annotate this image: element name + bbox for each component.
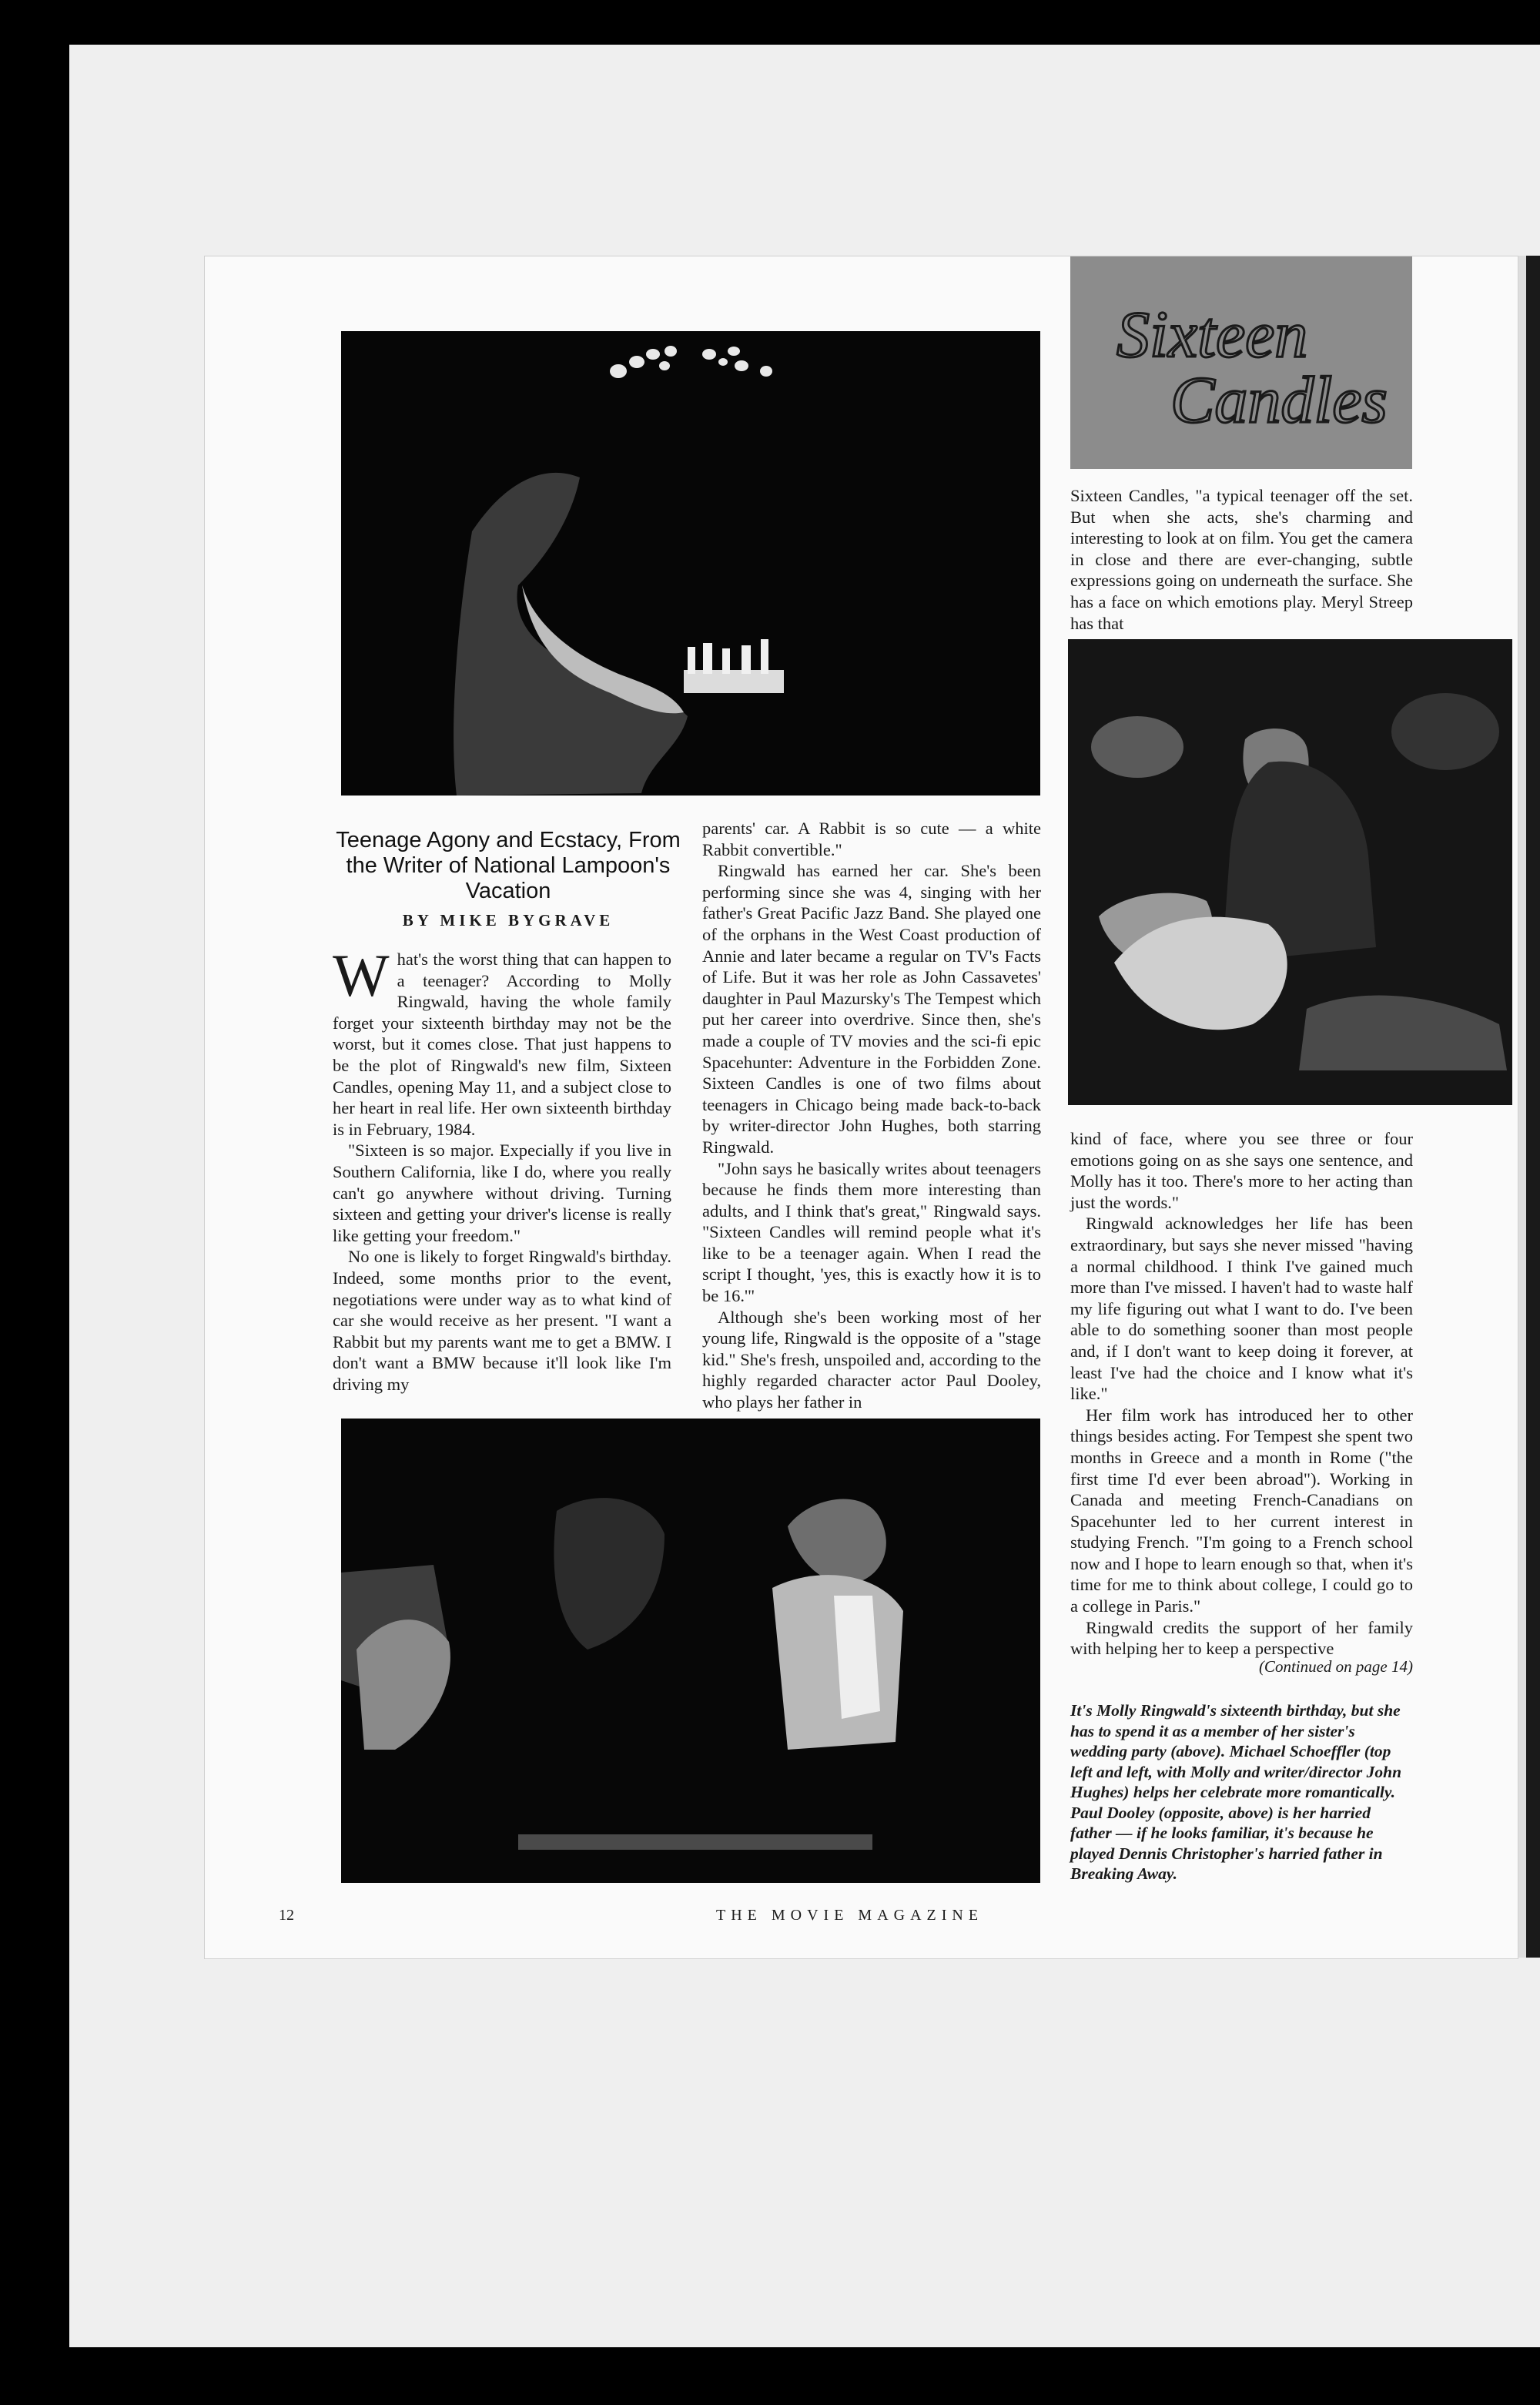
photo-couple-with-cake [1068,639,1512,1105]
headline [331,828,685,904]
logo-text-sixteen: Sixteen [1116,297,1308,371]
paragraph-1-text: hat's the worst thing that can happen to a teenager? According to Molly Ringwald, having the whole family forget your sixteenth birthday may not be the worst, but it comes close. That just happens to be the plot of Ringwald's new film, Sixteen Candles, opening May 11, and a subject close to her heart in real life. Her own sixteenth birthday is in February, 1984. [333,950,671,1139]
logo-text-candles: Candles [1170,363,1388,437]
paragraph-1: parents' car. A Rabbit is so cute — a white Rabbit convertible." [702,819,1041,859]
paragraph-1: kind of face, where you see three or four emotions going on as she says one sentence, and Molly has it too. There's more to her acting than just the words." [1070,1129,1413,1212]
page-number: 12 [279,1907,294,1924]
paragraph-3: No one is likely to forget Ringwald's birthday. Indeed, some months prior to the event, negotiations were under way as to what kind of car she would receive as her present. "I want a Rabbit but my parents want me to get a BMW. I don't want a BMW because it'll look like I'm driving my [333,1247,671,1394]
paragraph-2: Ringwald has earned her car. She's been performing since she was 4, singing with her father's Great Pacific Jazz Band. She played one of the orphans in the West Coast production of Annie and later became a regular on TV's Facts of Life. But it was her role as John Cassavetes' daughter in Paul Mazursky's The Tempest which put her career into overdrive. Since then, she's made a couple of TV movies and the sci-fi epic Spacehunter: Adventure in the Forbidden Zone. Sixteen Candles is one of two films about teenagers in Chicago being made back-to-back by writer-director John Hughes, both starring Ringwald. [702,861,1041,1157]
sixteen-candles-logo [1070,256,1412,469]
paragraph-2: "Sixteen is so major. Expecially if you live in Southern California, like I do, where you really can't go anywhere without driving. Turning sixteen and getting your driver's license is really like getting your freedom." [333,1141,671,1245]
paragraph-2: Ringwald acknowledges her life has been extraordinary, but says she never missed "having a normal childhood. I think I've gained much more than I've missed. I haven't had to waste half my life figuring out what I want to do. I've been able to do something sooner than most people and, if I don't want to keep doing it forever, at least I've had the choice and I know what it's like." [1070,1214,1413,1404]
paragraph-3: "John says he basically writes about teenagers because he finds them more interesting than adults, and I think that's great," Ringwald says. "Sixteen Candles will remind people what it's like to be a teenager again. When I read the script I thought, 'yes, this is exactly how it is to be 16.'" [702,1158,1041,1306]
paragraph-4: Although she's been working most of her young life, Ringwald is the opposite of a "stage kid." She's fresh, unspoiled and, according to the highly regarded character actor Paul Dooley, who plays her father in [702,1307,1041,1412]
binding-shadow [1526,256,1540,1958]
photo-birthday-candles [341,331,1040,796]
continued-note: (Continued on page 14) [1258,1657,1413,1676]
paragraph-3: Her film work has introduced her to other things besides acting. For Tempest she spent two months in Greece and a month in Rome ("the first time I'd ever been abroad"). Working in Canada and meeting French-Canadians on Spacehunter led to her current interest in studying French. "I'm going to a French school now and I hope to learn enough so that, when it's time for me to think about college, I could go to a college in Paris." [1070,1405,1413,1616]
drop-cap: W [333,942,390,1009]
column-1 [333,942,671,1395]
photo-wedding-party [341,1419,1040,1883]
column-3-lower [1070,1128,1413,1660]
facing-page-edge [1518,256,1526,1958]
column-3-top [1070,485,1413,634]
paragraph: Sixteen Candles, "a typical teenager off the set. But when she acts, she's charming and interesting to look at on film. You get the camera in close and there are ever-changing, subtle expressions going on underneath the surface. She has a face on which emotions play. Meryl Streep has that [1070,486,1413,633]
paragraph-4: Ringwald credits the support of her family with helping her to keep a perspective [1070,1617,1413,1659]
paragraph-1 [333,942,671,1140]
headline-text: Teenage Agony and Ecstacy, From the Writer of National Lampoon's Vacation [336,828,681,904]
column-2 [702,818,1041,1413]
magazine-name: THE MOVIE MAGAZINE [716,1907,984,1924]
byline: BY MIKE BYGRAVE [402,911,614,930]
photo-caption: It's Molly Ringwald's sixteenth birthday, but she has to spend it as a member of her sister's wedding party (above). Michael Schoeffler (top left and left, with Molly and writer/director John Hughes) helps her celebrate more romantically. Paul Dooley (opposite, above) is her harried father — if he looks familiar, it's because he played Dennis Christopher's harried father in Breaking Away. [1070,1701,1402,1883]
